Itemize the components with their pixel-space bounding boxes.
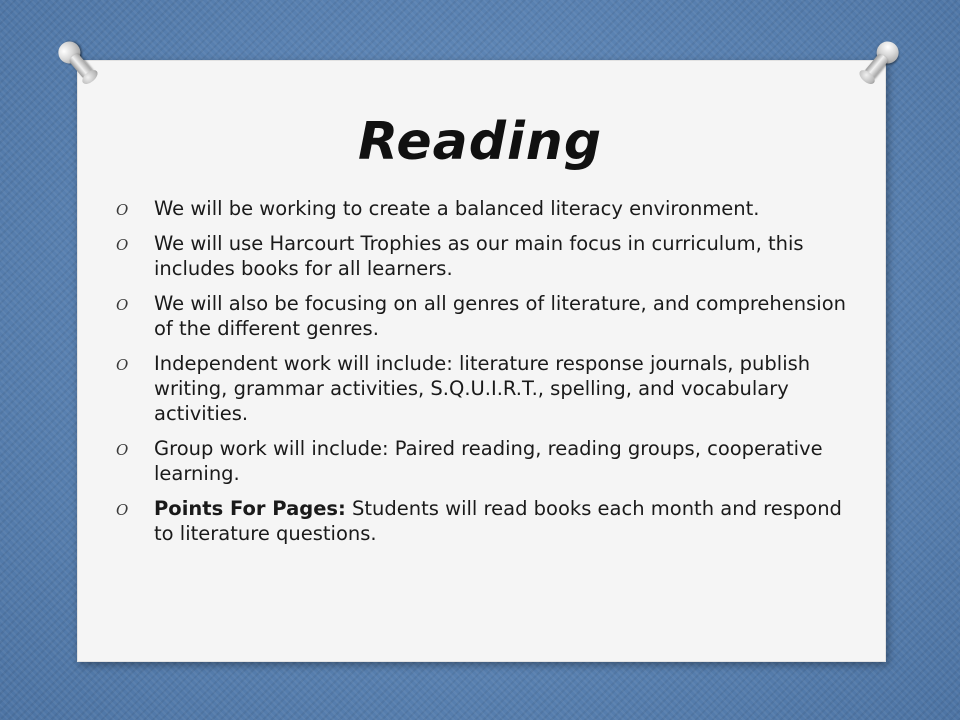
bullet-text: Independent work will include: literature response journals, publish writing, grammar activities, S.Q.U.I.R.T., spelling, and vocabulary activities. (154, 352, 811, 425)
bullet-item (116, 291, 856, 341)
bullet-item (116, 496, 856, 546)
bullet-item (116, 436, 856, 486)
bullet-marker: O (116, 236, 129, 254)
bullet-marker: O (116, 201, 129, 219)
bullet-marker: O (116, 296, 129, 314)
bullet-marker: O (116, 441, 129, 459)
slide-title: Reading (357, 112, 603, 172)
bullet-text: We will also be focusing on all genres of literature, and comprehension of the different genres. (154, 292, 847, 340)
bullet-marker: O (116, 356, 129, 374)
bullet-list (116, 196, 856, 556)
bullet-text: We will be working to create a balanced literacy environment. (154, 197, 760, 220)
bullet-text: Students will read books each month and respond to literature questions. (154, 497, 842, 545)
bullet-item (116, 351, 856, 426)
bullet-item (116, 196, 856, 221)
bullet-item (116, 231, 856, 281)
bullet-text: We will use Harcourt Trophies as our main focus in curriculum, this includes books for all learners. (154, 232, 804, 280)
bullet-text: Group work will include: Paired reading, reading groups, cooperative learning. (154, 437, 823, 485)
bullet-lead: Points For Pages: (154, 497, 346, 520)
bullet-marker: O (116, 501, 129, 519)
